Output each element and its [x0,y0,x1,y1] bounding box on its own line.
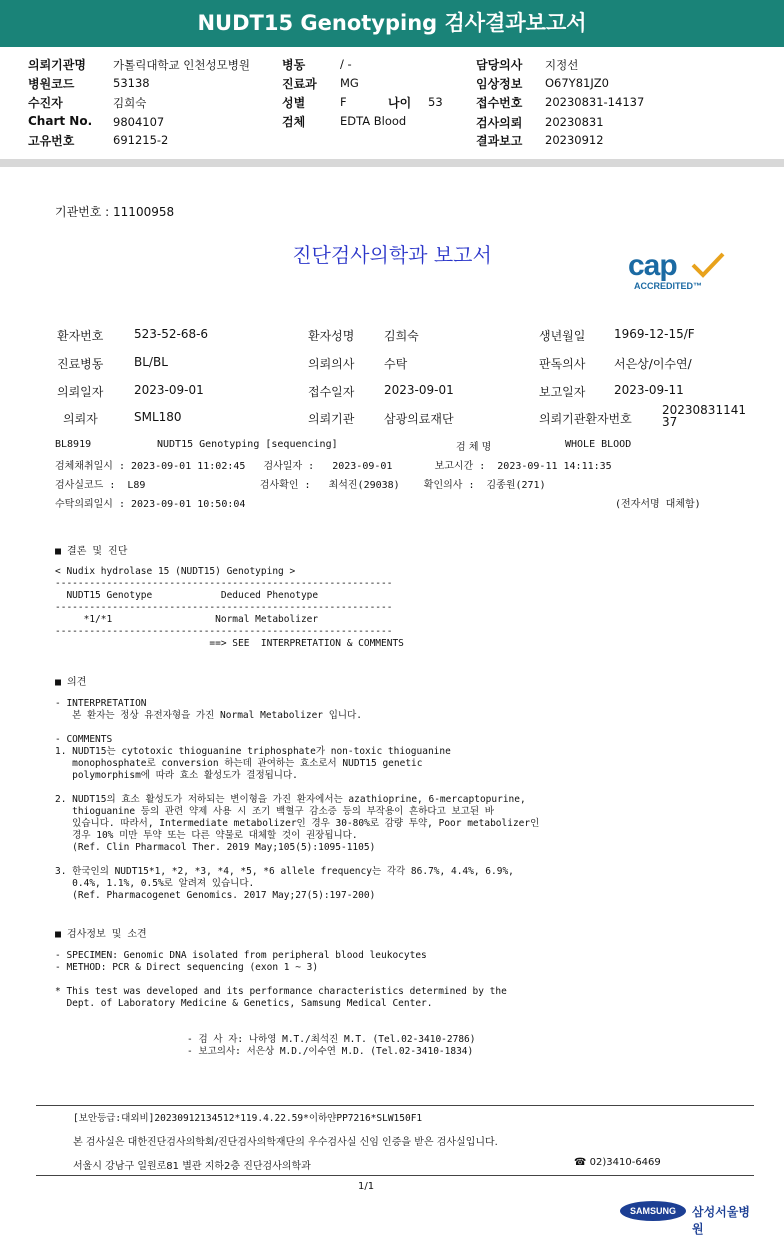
header-value: F [340,95,347,109]
cap-logo-text: cap [628,249,677,282]
patient-value: 2023-09-11 [614,383,684,397]
header-value: / - [340,57,352,71]
interpretation-comments: - INTERPRETATION 본 환자는 정상 유전자형을 가진 Normal Metabolizer 입니다. - COMMENTS 1. NUDT15는 cytotoxic thioguanine triphosphate가 non-toxic thioguanine monophosphate로 conversion 하는데 관여하는 효소로서 NUDT15 genetic polymorphism에 따라 효소 활성도가 결정됩니다. 2. NUDT15의 효소 활성도가 저하되는 변이형을 가진 환자에서는 azathioprine, 6-mercaptopurine, thioguanine 등의 관련 약제 사용 시 조기 백혈구 감소증 등의 부작용이 흔하다고 보고된 바 있습니다. 따라서, Intermediate metabolizer인 경우 30-80%로 감량 투약, Poor metabolizer인 경우 10% 미만 투약 또는 다른 약물로 대체할 것이 권장됩니다. (Ref. Clin Pharmacol Ther. 2019 May;105(5):1095-1105) 3. 한국인의 NUDT15*1, *2, *3, *4, *5, *6 allele frequency는 각각 86.7%, 4.4%, 6.9%, 0.4%, 1.1%, 0.5%로 알려져 있습니다. (Ref. Pharmacogenet Genomics. 2017 May;27(5):197-200) [55,698,540,901]
test-info-body: - SPECIMEN: Genomic DNA isolated from peripheral blood leukocytes - METHOD: PCR & Direct sequencing (exon 1 ~ 3) * This test was developed and its performance characteristics determined by the Dept. of Laboratory Medicine & Genetics, Samsung Medical Center. [55,950,507,1009]
patient-label: 의뢰의사 [308,357,355,371]
header-value: 김희숙 [113,96,147,110]
header-value: 20230831 [545,115,604,129]
check-icon [690,251,726,279]
patient-label: 생년월일 [539,329,586,343]
lab-phone: ☎ 02)3410-6469 [574,1157,661,1168]
test-code: BL8919 [55,439,92,450]
genotype-result-table: < Nudix hydrolase 15 (NUDT15) Genotyping > ----------------------------------------------------------- NUDT15 Genotype Deduced Phenotype ----------------------------------------------------------- *1/*1 Normal Metabolizer ----------------------------------------------------------- ==> SEE INTERPRETATION & COMMENTS [55,566,404,649]
header-value: 가톨릭대학교 인천성모병원 [113,58,250,72]
patient-label: 접수일자 [308,385,355,399]
lab-address: 서울시 강남구 일원로81 별관 지하2층 진단검사의학과 [73,1161,311,1172]
patient-value: 2023-09-01 [134,383,204,397]
header-label: 의뢰기관명 [28,58,86,72]
e-signature-note: (전자서명 대체함) [615,499,701,510]
collection-line: 검체채취일시 : 2023-09-01 11:02:45 검사일자 : 2023-09-01 보고시간 : 2023-09-11 14:11:35 [55,461,612,472]
header-value: O67Y81JZ0 [545,76,609,90]
header-label: 병원코드 [28,77,75,91]
patient-label: 환자번호 [57,329,104,343]
header-label: 검체 [282,115,306,129]
header-label: 담당의사 [476,58,523,72]
patient-label: 판독의사 [539,357,586,371]
patient-label: 보고일자 [539,385,586,399]
institution-number: 기관번호 : 11100958 [55,205,175,219]
header-label: Chart No. [28,114,93,128]
header-label: 성별 [282,96,306,110]
patient-value: 삼광의료재단 [384,412,454,426]
header-value: EDTA Blood [340,114,407,128]
patient-value: 서은상/이수연/ [614,357,692,371]
patient-label: 의뢰기관환자번호 [539,412,632,426]
patient-label: 의뢰자 [63,412,98,426]
section-heading-opinion: ■ 의견 [55,677,87,688]
patient-value: 523-52-68-6 [134,327,209,341]
section-heading-conclusion: ■ 결론 및 진단 [55,546,128,557]
hospital-name: 삼성서울병원 [692,1205,750,1236]
header-label: 진료과 [282,77,317,91]
header-label: 수진자 [28,96,63,110]
certification-note: 본 검사실은 대한진단검사의학회/진단검사의학재단의 우수검사실 신임 인증을 받은 검사실입니다. [73,1137,498,1148]
header-label: 고유번호 [28,134,75,148]
header-value: 20230912 [545,133,604,147]
patient-value: 2023-09-01 [384,383,454,397]
patient-value: 수탁 [384,357,408,371]
header-label: 접수번호 [476,96,523,110]
samsung-hospital-logo [620,1199,760,1236]
patient-value: BL/BL [134,355,168,369]
patient-value: 2023083114137 [662,403,746,429]
header-value: 9804107 [113,115,165,129]
header-label: 임상정보 [476,77,523,91]
header-value: 691215-2 [113,133,169,147]
summary-header [0,47,784,159]
specimen-value: WHOLE BLOOD [565,439,632,450]
cap-accredited-logo [628,249,728,293]
report-title: 진단검사의학과 보고서 [292,243,492,267]
cap-accredited-text: ACCREDITED™ [634,281,703,291]
header-label: 병동 [282,58,306,72]
header-value: 53 [428,95,443,109]
report-page [0,167,784,1240]
patient-label: 의뢰일자 [57,385,104,399]
header-value: 53138 [113,76,150,90]
security-line: [보안등급:대외비]20230912134512*119.4.22.59*이하얀PP7216*SLW150F1 [73,1113,423,1124]
page-number: 1/1 [358,1181,375,1192]
header-value: 20230831-14137 [545,95,645,109]
patient-value: 김희숙 [384,329,419,343]
header-label: 검사의뢰 [476,116,523,130]
header-value: 지정선 [545,58,579,72]
samsung-badge: SAMSUNG [620,1201,686,1221]
patient-value: 1969-12-15/F [614,327,695,341]
patient-value: SML180 [134,410,182,424]
section-heading-test-info: ■ 검사정보 및 소견 [55,929,147,940]
header-label: 결과보고 [476,134,523,148]
specimen-label: 검 체 명 [456,442,492,453]
referral-time-line: 수탁의뢰일시 : 2023-09-01 10:50:04 [55,499,246,510]
patient-label: 환자성명 [308,329,355,343]
header-value: MG [340,76,359,90]
report-banner-title: NUDT15 Genotyping 검사결과보고서 [0,0,784,47]
signers: - 검 사 자: 나하영 M.T./최석진 M.T. (Tel.02-3410-2786) - 보고의사: 서은상 M.D./이수연 M.D. (Tel.02-3410-1834) [187,1034,476,1057]
footer-rule [36,1175,754,1176]
lab-code-line: 검사실코드 : L89 검사확인 : 최석진(29038) 확인의사 : 김종원(271) [55,480,546,491]
test-name: NUDT15 Genotyping [sequencing] [157,439,338,450]
header-label: 나이 [388,96,412,110]
patient-label: 의뢰기관 [308,412,355,426]
header-divider [0,159,784,167]
footer-rule [36,1105,754,1106]
patient-label: 진료병동 [57,357,104,371]
